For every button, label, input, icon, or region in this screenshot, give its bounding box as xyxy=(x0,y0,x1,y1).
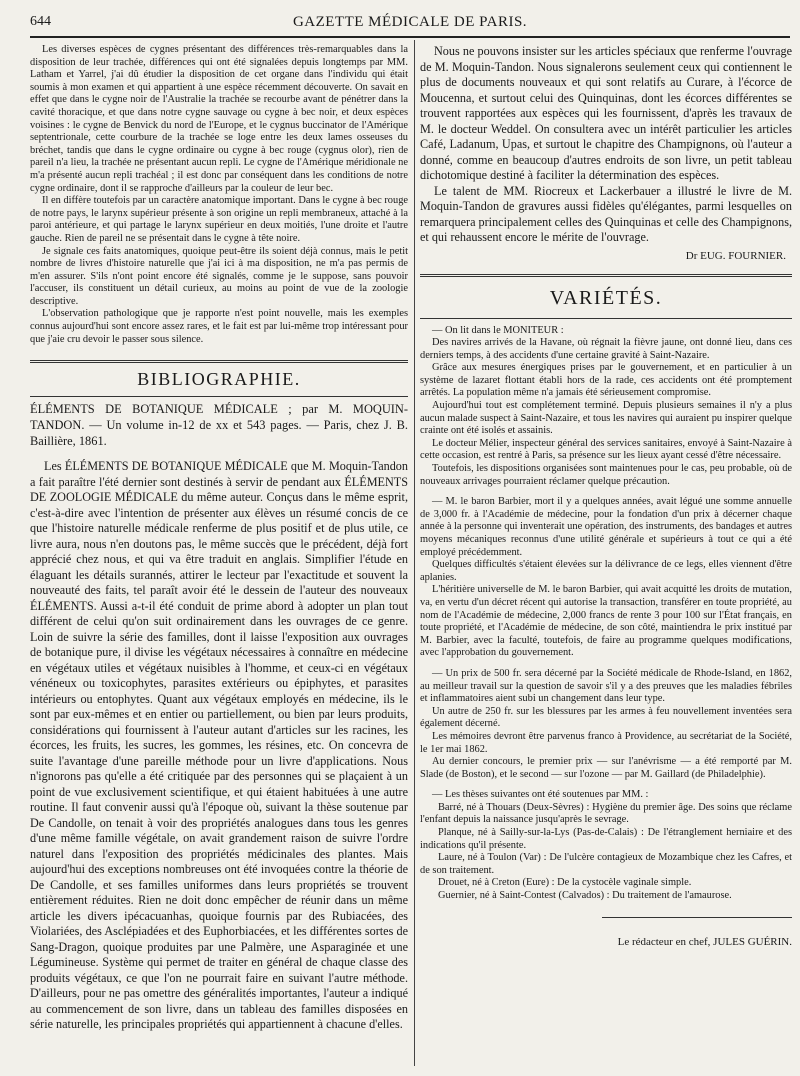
bibliography-reference: ÉLÉMENTS DE BOTANIQUE MÉDICALE ; par M. MOQUIN-TANDON. — Un volume in-12 de xx et 543 pages. — Paris, chez J. B. Baillière, 1861. xyxy=(30,402,408,449)
varietes-paragraph: Quelques difficultés s'étaient élevées sur la délivrance de ce legs, elles viennent d'être aplanies. xyxy=(420,559,792,583)
varietes-paragraph: L'héritière universelle de M. le baron Barbier, qui avait acquitté les droits de mutation, va, en vertu d'un décret récent qui autorise la transaction, transférer en toute propriété, au nom de l'Académie de médecine, 2,000 francs de rente 3 pour 100 sur l'État français, en toute propriété, et l'Académie de médecine, de son côté, maintiendra le prix institué par M. Barbier, avec la faculté, toutefois, de faire au programme quelques modifications, avec l'approbation du gouvernement. xyxy=(420,584,792,659)
these-item: Barré, né à Thouars (Deux-Sèvres) : Hygiène du premier âge. Des soins que réclame l'enfant depuis la naissance jusqu'après le sevrage. xyxy=(420,801,792,826)
article-paragraph: Je signale ces faits anatomiques, quoique peut-être ils soient déjà connus, mais le petit nombre de livres d'histoire naturelle que j'ai ici à ma disposition, ne m'a pas permis de m'en assurer. S'ils n'ont point encore été signalés, comme je le suppose, sans pouvoir l'accuser, ils constituent un détail curieux, au moins au point de vue de la zoologie descriptive. xyxy=(30,245,408,307)
bibliography-heading: BIBLIOGRAPHIE. xyxy=(137,369,301,390)
these-item: Drouet, né à Creton (Eure) : De la cystocèle vaginale simple. xyxy=(438,877,692,889)
article-paragraph: Les diverses espèces de cygnes présentant des différences très-remarquables dans la disposition de leur trachée, différences qui ont été signalées depuis longtemps par MM. Latham et Yarrel, j'ai dû étudier la disposition de cet organe dans l'individu qui était soumis à mon examen et qui appartient à une espèce récemment découverte. On savait en effet que dans le cygne noir de l'Australie la trachée se recourbe avant de pénétrer dans la cavité thoracique, et que dans notre cygne sauvage ou cygne à bec noir, et deux espèces voisines : le cygne de Benvick du nord de l'Europe, et le cygnus buccinator de l'Amérique septentrionale, cette courbure de la trachée se loge entre les deux lames osseuses du bréchet, tandis que dans le cygne ordinaire ou cygne à bec rouge (cygnus olor), rien de pareil n'a lieu, la trachée ne présentant aucun repli. Le cygne de l'Amérique méridionale ne m'a présenté aucun repli trachéal ; il est donc par conséquent dans les conditions de notre cygne ordinaire, dont il se rapproche d'ailleurs par la couleur de leur bec. xyxy=(30,44,408,194)
article-paragraph: Il en diffère toutefois par un caractère anatomique important. Dans le cygne à bec rouge de notre pays, le larynx supérieur présente à son origine un repli membraneux, attaché à la paroi antérieure, et qui partage le larynx supérieur en deux moitiés, l'une droite et l'autre gauche. Rien de pareil ne se présentait dans le cygne à tête noire. xyxy=(30,195,408,244)
theses-intro: — Les thèses suivantes ont été soutenues par MM. : xyxy=(432,789,649,801)
these-item: Guernier, né à Saint-Contest (Calvados) : Du traitement de l'amaurose. xyxy=(438,890,732,902)
varietes-paragraph: Aujourd'hui tout est complétement terminé. Depuis plusieurs semaines il n'y a plus aucun malade suspect à Saint-Nazaire, et tous les navires qui auraient pu inspirer quelque crainte ont été isolés et assainis. xyxy=(420,400,792,437)
right-column xyxy=(420,44,792,1068)
editor-rule xyxy=(602,917,792,918)
review-paragraph: Les ÉLÉMENTS DE BOTANIQUE MÉDICALE que M. Moquin-Tandon a fait paraître l'été dernier sont destinés à servir de pendant aux ÉLÉMENTS DE ZOOLOGIE MÉDICALE du même auteur. Conçus dans le même esprit, c'est-à-dire avec l'intention de présenter aux élèves un résumé concis de ce que l'histoire naturelle médicale renferme de plus positif et de plus utile, ce livre aura, nous n'en doutons pas, le même succès que le précédent, déjà fort apprécié chez nous, et qui va être traduit en anglais. Simplifier l'étude en élaguant les détails surannés, attirer le lecteur par l'exactitude et souvent la nouveauté des faits, tel paraît avoir été le dessein de l'auteur des nouveaux ÉLÉMENTS. Aussi a-t-il été conduit de prime abord à adopter un plan tout différent de celui qu'on suit ordinairement dans les ouvrages de ce genre. Loin de suivre la série des familles, dont il laisse l'exposition aux ouvrages de botanique pure, il divise les végétaux nécessaires à connaître en médecine en végétaux utiles et végétaux nuisibles à l'homme, et ceux-ci en végétaux vénéneux ou toxicophytes, parasites extérieurs ou épiphytes, et parasites intérieurs ou entophytes. Quant aux végétaux employés en médecine, ils le sont par eux-mêmes et en entier ou partiellement, ou bien par leurs produits, considérations qui fournissent à l'auteur autant d'articles sur les racines, les écorces, les fruits, les sucres, les gommes, les résines, etc. On concevra de suite l'avantage d'une pareille méthode pour un livre d'applications. Nous n'ignorons pas qu'elle a été critiquée par des personnes qui se plaçaient à un point de vue exclusivement scientifique, et qui étaient habituées à une autre routine. Il faut convenir aussi qu'à l'époque où, suivant la thèse soutenue par De Candolle, on tenait à voir des propriétés analogues dans tous les genres d'une même famille végétale, on avait grandement raison de suivre l'ordre naturel dans l'exposition des propriétés médicinales des plantes. Mais aujourd'hui des exceptions nombreuses ont été invoquées contre la théorie de De Candolle, et ses familles uniformes dans leurs propriétés se trouvent entièrement réduites. Rien ne doit donc empêcher de réunir dans un même article les divers ipécacuanhas, quoique fournis par des Rubiacées, des Violariées, des Asclépiadées et des Euphorbiacées, et les différentes sortes de Sang-Dragon, quoique produites par une Palmère, une Asparaginée et une Légumineuse. Système qui permet de traiter en général de chaque classe des produits végétaux, ce que l'on ne pourrait faire en suivant l'autre méthode. D'ailleurs, pour ne pas omettre des généralités importantes, l'auteur a indiqué au commencement de son livre, dans un tableau des familles disposées en série naturelle, les principales propriétés qui appartiennent à chacune d'elles. xyxy=(30,459,408,1032)
section-rule xyxy=(420,274,792,277)
varietes-paragraph: Des navires arrivés de la Havane, où régnait la fièvre jaune, ont donné lieu, dans ces derniers temps, à des accidents d'une certaine gravité à Saint-Nazaire. xyxy=(420,337,792,361)
theses-list xyxy=(420,802,792,903)
section-rule xyxy=(30,360,408,363)
these-item: Laure, né à Toulon (Var) : De l'ulcère contagieux de Mozambique chez les Cafres, et de son traitement. xyxy=(420,852,792,876)
spacer xyxy=(420,781,792,789)
header-rule xyxy=(30,36,790,38)
spacer xyxy=(420,488,792,496)
editor-signature: Le rédacteur en chef, JULES GUÉRIN. xyxy=(617,935,792,948)
review-paragraph: Le talent de MM. Riocreux et Lackerbauer a illustré le livre de M. Moquin-Tandon de gravures aussi fidèles qu'élégantes, parmi lesquelles on remarquera principalement celles des Quinquinas et celle des Champignons, et qui rehaussent encore le mérite de l'ouvrage. xyxy=(420,183,792,244)
review-continuation xyxy=(420,44,792,246)
review-body xyxy=(30,459,408,1033)
varietes-paragraph: Un autre de 250 fr. sur les blessures par les armes à feu nouvellement inventées sera également décerné. xyxy=(420,705,792,730)
varietes-paragraph: — M. le baron Barbier, mort il y a quelques années, avait légué une somme annuelle de 3,000 fr. à l'Académie de médecine, pour la fondation d'un prix à décerner chaque année à la personne qui inventerait une opération, des instruments, des bandages et autres moyens mécaniques reconnus d'une utilité générale et supérieurs à tout ce qui a été employé précédemment. xyxy=(420,496,792,558)
section-rule xyxy=(30,396,408,397)
review-signature: Dr EUG. FOURNIER. xyxy=(685,249,786,262)
article-paragraph: L'observation pathologique que je rapporte n'est point nouvelle, mais les exemples connus aujourd'hui sont encore assez rares, et le fait est par lui-même trop intéressant pour que j'aie cru devoir le passer sous silence. xyxy=(30,308,408,345)
varietes-paragraph: — Un prix de 500 fr. sera décerné par la Société médicale de Rhode-Island, en 1862, au meilleur travail sur la question de savoir s'il y a des preuves que les maladies fébriles et inflammatoires aient subi un changement dans leur type. xyxy=(420,667,792,705)
varietes-paragraph: Au dernier concours, le premier prix — sur l'anévrisme — a été remporté par M. Slade (de Boston), et le second — sur l'ozone — par M. Gaillard (de Philadelphie). xyxy=(420,756,792,780)
varietes-paragraph: Toutefois, les dispositions organisées sont maintenues pour le cas, peu probable, où de nouveaux arrivages pourraient réclamer quelque précaution. xyxy=(420,463,792,487)
left-column xyxy=(30,44,408,1068)
column-divider xyxy=(414,40,415,1066)
spacer xyxy=(420,660,792,668)
varietes-paragraph: Les mémoires devront être parvenus franco à Providence, au secrétariat de la Société, le 1er mai 1862. xyxy=(420,730,792,755)
cygne-article xyxy=(30,44,408,346)
varietes-paragraph: Le docteur Mélier, inspecteur général des services sanitaires, envoyé à Saint-Nazaire à cette occasion, est rentré à Paris, sa présence sur les lieux ayant cessé d'être nécessaire. xyxy=(420,437,792,462)
review-paragraph: Nous ne pouvons insister sur les articles spéciaux que renferme l'ouvrage de M. Moquin-Tandon. Nous signalerons seulement ceux qui contiennent le plus de documents nouveaux et qui sont relatifs au Curare, à l'écorce de Moucenna, et surtout celui des Quinquinas, dont les écorces différentes se trouvent rapportées aux espèces qui les fournissent, d'après les travaux de M. le docteur Weddel. On consultera avec un intérêt particulier les articles Café, Ladanum, Upas, et surtout le chapitre des Champignons, où l'auteur a donné, comme en beaucoup d'autres endroits de son livre, un petit tableau dichotomique destiné à faciliter la détermination des espèces. xyxy=(420,44,792,182)
page-number: 644 xyxy=(30,14,51,29)
these-item: Planque, né à Sailly-sur-la-Lys (Pas-de-Calais) : De l'étranglement herniaire et des indications qu'il présente. xyxy=(420,827,792,851)
varietes-heading: VARIÉTÉS. xyxy=(549,286,663,309)
varietes-paragraph: Grâce aux mesures énergiques prises par le gouvernement, et en particulier à un système de lazaret flottant établi hors de la rade, ces accidents ont été promptement arrêtés. La population même n'a jamais été sérieusement compromise. xyxy=(420,362,792,399)
varietes-paragraph: — On lit dans le MONITEUR : xyxy=(432,324,564,336)
journal-title: GAZETTE MÉDICALE DE PARIS. xyxy=(292,14,528,30)
varietes-body xyxy=(420,325,792,802)
section-rule xyxy=(420,318,792,319)
page-header xyxy=(30,14,790,32)
